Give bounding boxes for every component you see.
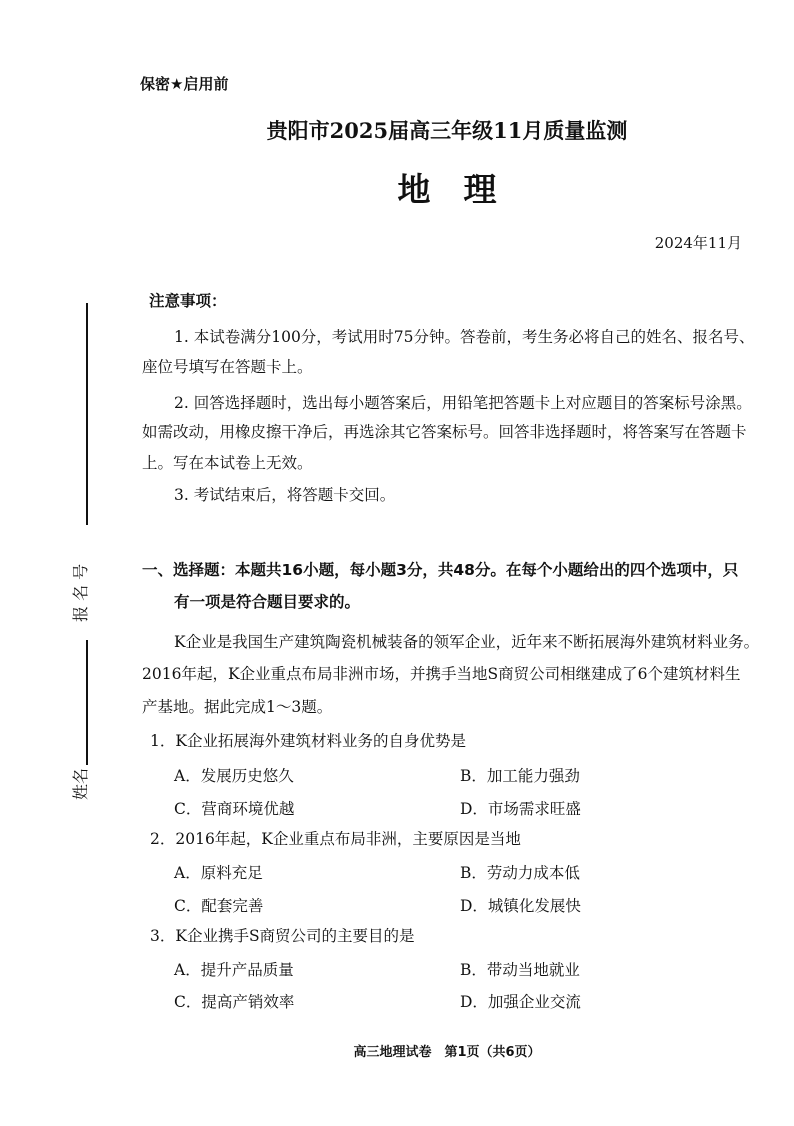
q2-option-a: A．原料充足 — [174, 864, 263, 882]
q1-option-a: A．发展历史悠久 — [174, 767, 294, 785]
q3-option-c: C．提高产销效率 — [174, 993, 295, 1011]
confidential-label: 保密★启用前 — [140, 75, 229, 93]
q1-option-c: C．营商环境优越 — [174, 800, 295, 818]
exam-title: 贵阳市2025届高三年级11月质量监测 — [266, 118, 628, 143]
q2-option-c: C．配套完善 — [174, 897, 264, 915]
q3-option-d: D．加强企业交流 — [460, 993, 581, 1011]
page-footer: 高三地理试卷 第1页（共6页） — [353, 1045, 541, 1060]
notes-line: 2. 回答选择题时，选出每小题答案后，用铅笔把答题卡上对应题目的答案标号涂黑。 — [174, 394, 752, 412]
notes-line: 座位号填写在答题卡上。 — [142, 358, 313, 376]
q2-option-d: D．城镇化发展快 — [460, 897, 581, 915]
passage-line: 产基地。据此完成1～3题。 — [142, 698, 333, 716]
name-label: 姓名 — [71, 767, 90, 800]
question-stem-3: 3．K企业携手S商贸公司的主要目的是 — [150, 927, 415, 945]
q1-option-d: D．市场需求旺盛 — [460, 800, 581, 818]
q2-option-b: B．劳动力成本低 — [460, 864, 580, 882]
section-heading: 一、选择题：本题共16小题，每小题3分，共48分。在每个小题给出的四个选项中，只 — [142, 561, 739, 579]
registration-line — [86, 303, 88, 525]
passage-line: 2016年起，K企业重点布局非洲市场，并携手当地S商贸公司相继建成了6个建筑材料生 — [142, 665, 741, 683]
notes-line: 3. 考试结束后，将答题卡交回。 — [174, 486, 396, 504]
section-heading-cont: 有一项是符合题目要求的。 — [174, 593, 361, 611]
passage-line: K企业是我国生产建筑陶瓷机械装备的领军企业，近年来不断拓展海外建筑材料业务。 — [174, 633, 760, 651]
q1-option-b: B．加工能力强劲 — [460, 767, 580, 785]
q3-option-a: A．提升产品质量 — [174, 961, 294, 979]
notes-line: 上。写在本试卷上无效。 — [142, 454, 313, 472]
name-line — [86, 640, 88, 765]
question-stem-1: 1．K企业拓展海外建筑材料业务的自身优势是 — [150, 732, 466, 750]
exam-date: 2024年11月 — [654, 234, 742, 252]
notes-line: 1. 本试卷满分100分，考试用时75分钟。答卷前，考生务必将自己的姓名、报名号、 — [174, 328, 755, 346]
subject-title: 地 理 — [397, 170, 497, 209]
notes-line: 如需改动，用橡皮擦干净后，再选涂其它答案标号。回答非选择题时，将答案写在答题卡 — [142, 423, 747, 441]
notes-heading: 注意事项： — [149, 292, 227, 310]
q3-option-b: B．带动当地就业 — [460, 961, 580, 979]
registration-label: 报 名 号 — [71, 563, 90, 622]
question-stem-2: 2．2016年起，K企业重点布局非洲，主要原因是当地 — [150, 830, 521, 848]
